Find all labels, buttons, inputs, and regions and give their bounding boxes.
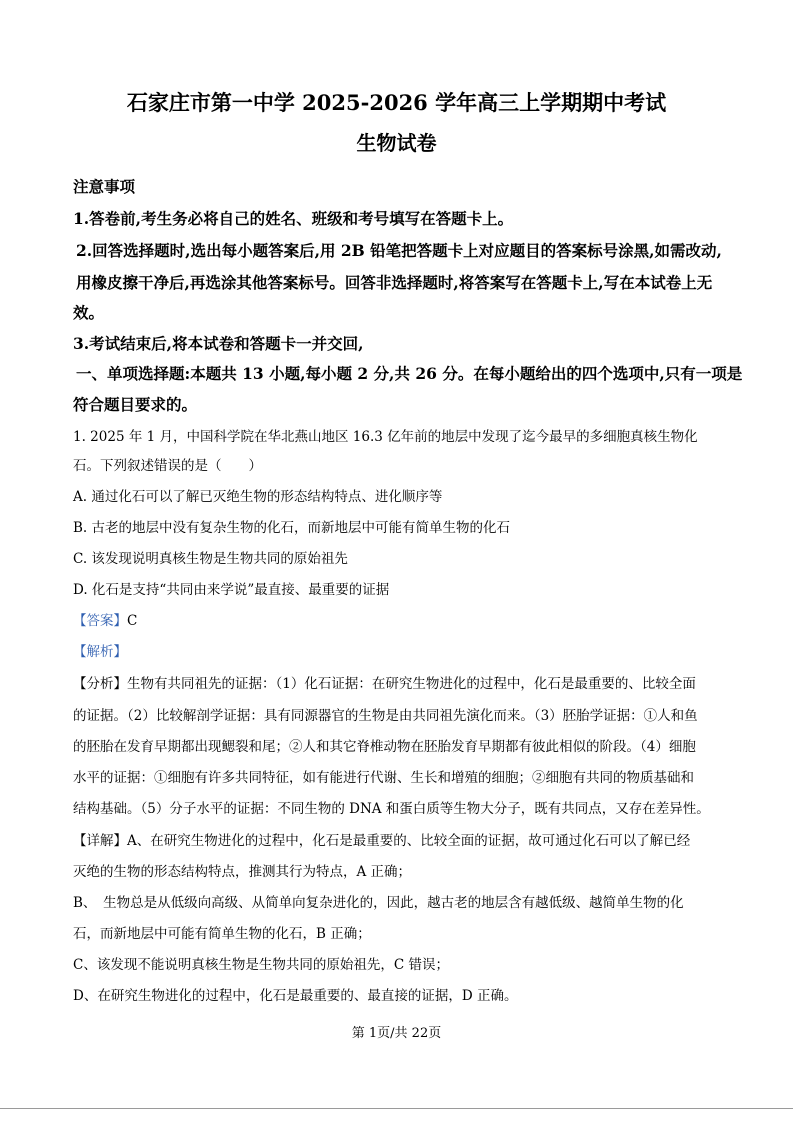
section-heading-cont: 符合题目要求的。 <box>73 395 198 414</box>
xiangjie-text: A、在研究生物进化的过程中，化石是最重要的、比较全面的证据，故可通过化石可以了解已经 <box>127 833 691 849</box>
xiangjie-line-2: 灭绝的生物的形态结构特点，推测其行为特点，A 正确； <box>73 864 412 880</box>
fenxi-line-4: 水平的证据：①细胞有许多共同特征，如有能进行代谢、生长和增殖的细胞；②细胞有共同的物质基础和 <box>73 770 694 786</box>
page-bottom-rule <box>0 1108 793 1109</box>
notice-item-2: 2.回答选择题时,选出每小题答案后,用 2B 铅笔把答题卡上对应题目的答案标号涂黑,如需改动, <box>76 241 722 260</box>
question-stem-cont: 石。下列叙述错误的是（ ） <box>73 458 262 474</box>
notice-heading: 注意事项 <box>73 177 136 196</box>
option-d: D. 化石是支持“共同由来学说”最直接、最重要的证据 <box>73 582 390 598</box>
notice-item-1: 1.答卷前,考生务必将自己的姓名、班级和考号填写在答题卡上。 <box>73 209 514 228</box>
xiangjie-line-1 <box>73 831 690 851</box>
xiangjie-line-3: B、 生物总是从低级向高级、从简单向复杂进化的，因此，越古老的地层含有越低级、越简单生物的化 <box>73 895 684 911</box>
notice-item-3: 3.考试结束后,将本试卷和答题卡一并交回, <box>73 334 364 353</box>
answer-label: 【答案】 <box>73 613 127 629</box>
fenxi-line-3: 的胚胎在发育早期都出现鳃裂和尾；②人和其它脊椎动物在胚胎发育早期都有彼此相似的阶段。（4）细胞 <box>73 739 696 755</box>
fenxi-line-2: 的证据。（2）比较解剖学证据：具有同源器官的生物是由共同祖先演化而来。（3）胚胎学证据：①人和鱼 <box>73 708 698 724</box>
section-heading: 一、单项选择题:本题共 13 小题,每小题 2 分,共 26 分。在每小题给出的四个选项中,只有一项是 <box>76 364 743 383</box>
exam-title: 石家庄市第一中学 2025-2026 学年高三上学期期中考试 <box>126 90 667 115</box>
fenxi-line-1 <box>73 674 696 694</box>
option-c: C. 该发现说明真核生物是生物共同的原始祖先 <box>73 551 348 567</box>
answer-value: C <box>127 613 138 629</box>
notice-item-2-end: 效。 <box>73 303 105 322</box>
xiangjie-line-6: D、在研究生物进化的过程中，化石是最重要的、最直接的证据，D 正确。 <box>73 988 518 1004</box>
xiangjie-line-4: 石，而新地层中可能有简单生物的化石，B 正确； <box>73 926 371 942</box>
answer-line <box>73 611 137 631</box>
fenxi-line-5: 结构基础。（5）分子水平的证据：不同生物的 DNA 和蛋白质等生物大分子，既有共同点，又存在差异性。 <box>73 801 710 817</box>
fenxi-text: 生物有共同祖先的证据：（1）化石证据：在研究生物进化的过程中，化石是最重要的、比较全面 <box>127 676 696 692</box>
subject-title: 生物试卷 <box>356 131 437 155</box>
notice-item-2-cont: 用橡皮擦干净后,再选涂其他答案标号。回答非选择题时,将答案写在答题卡上,写在本试卷上无 <box>76 273 713 292</box>
xiangjie-label: 【详解】 <box>73 833 127 849</box>
fenxi-label: 【分析】 <box>73 676 127 692</box>
analysis-label: 【解析】 <box>73 644 127 660</box>
xiangjie-line-5: C、该发现不能说明真核生物是生物共同的原始祖先，C 错误； <box>73 957 449 973</box>
option-b: B. 古老的地层中没有复杂生物的化石，而新地层中可能有简单生物的化石 <box>73 520 511 536</box>
question-stem: 1. 2025 年 1 月，中国科学院在华北燕山地区 16.3 亿年前的地层中发现了迄今最早的多细胞真核生物化 <box>73 429 698 445</box>
option-a: A. 通过化石可以了解已灭绝生物的形态结构特点、进化顺序等 <box>73 489 443 505</box>
page-number: 第 1页/共 22页 <box>351 1026 442 1041</box>
